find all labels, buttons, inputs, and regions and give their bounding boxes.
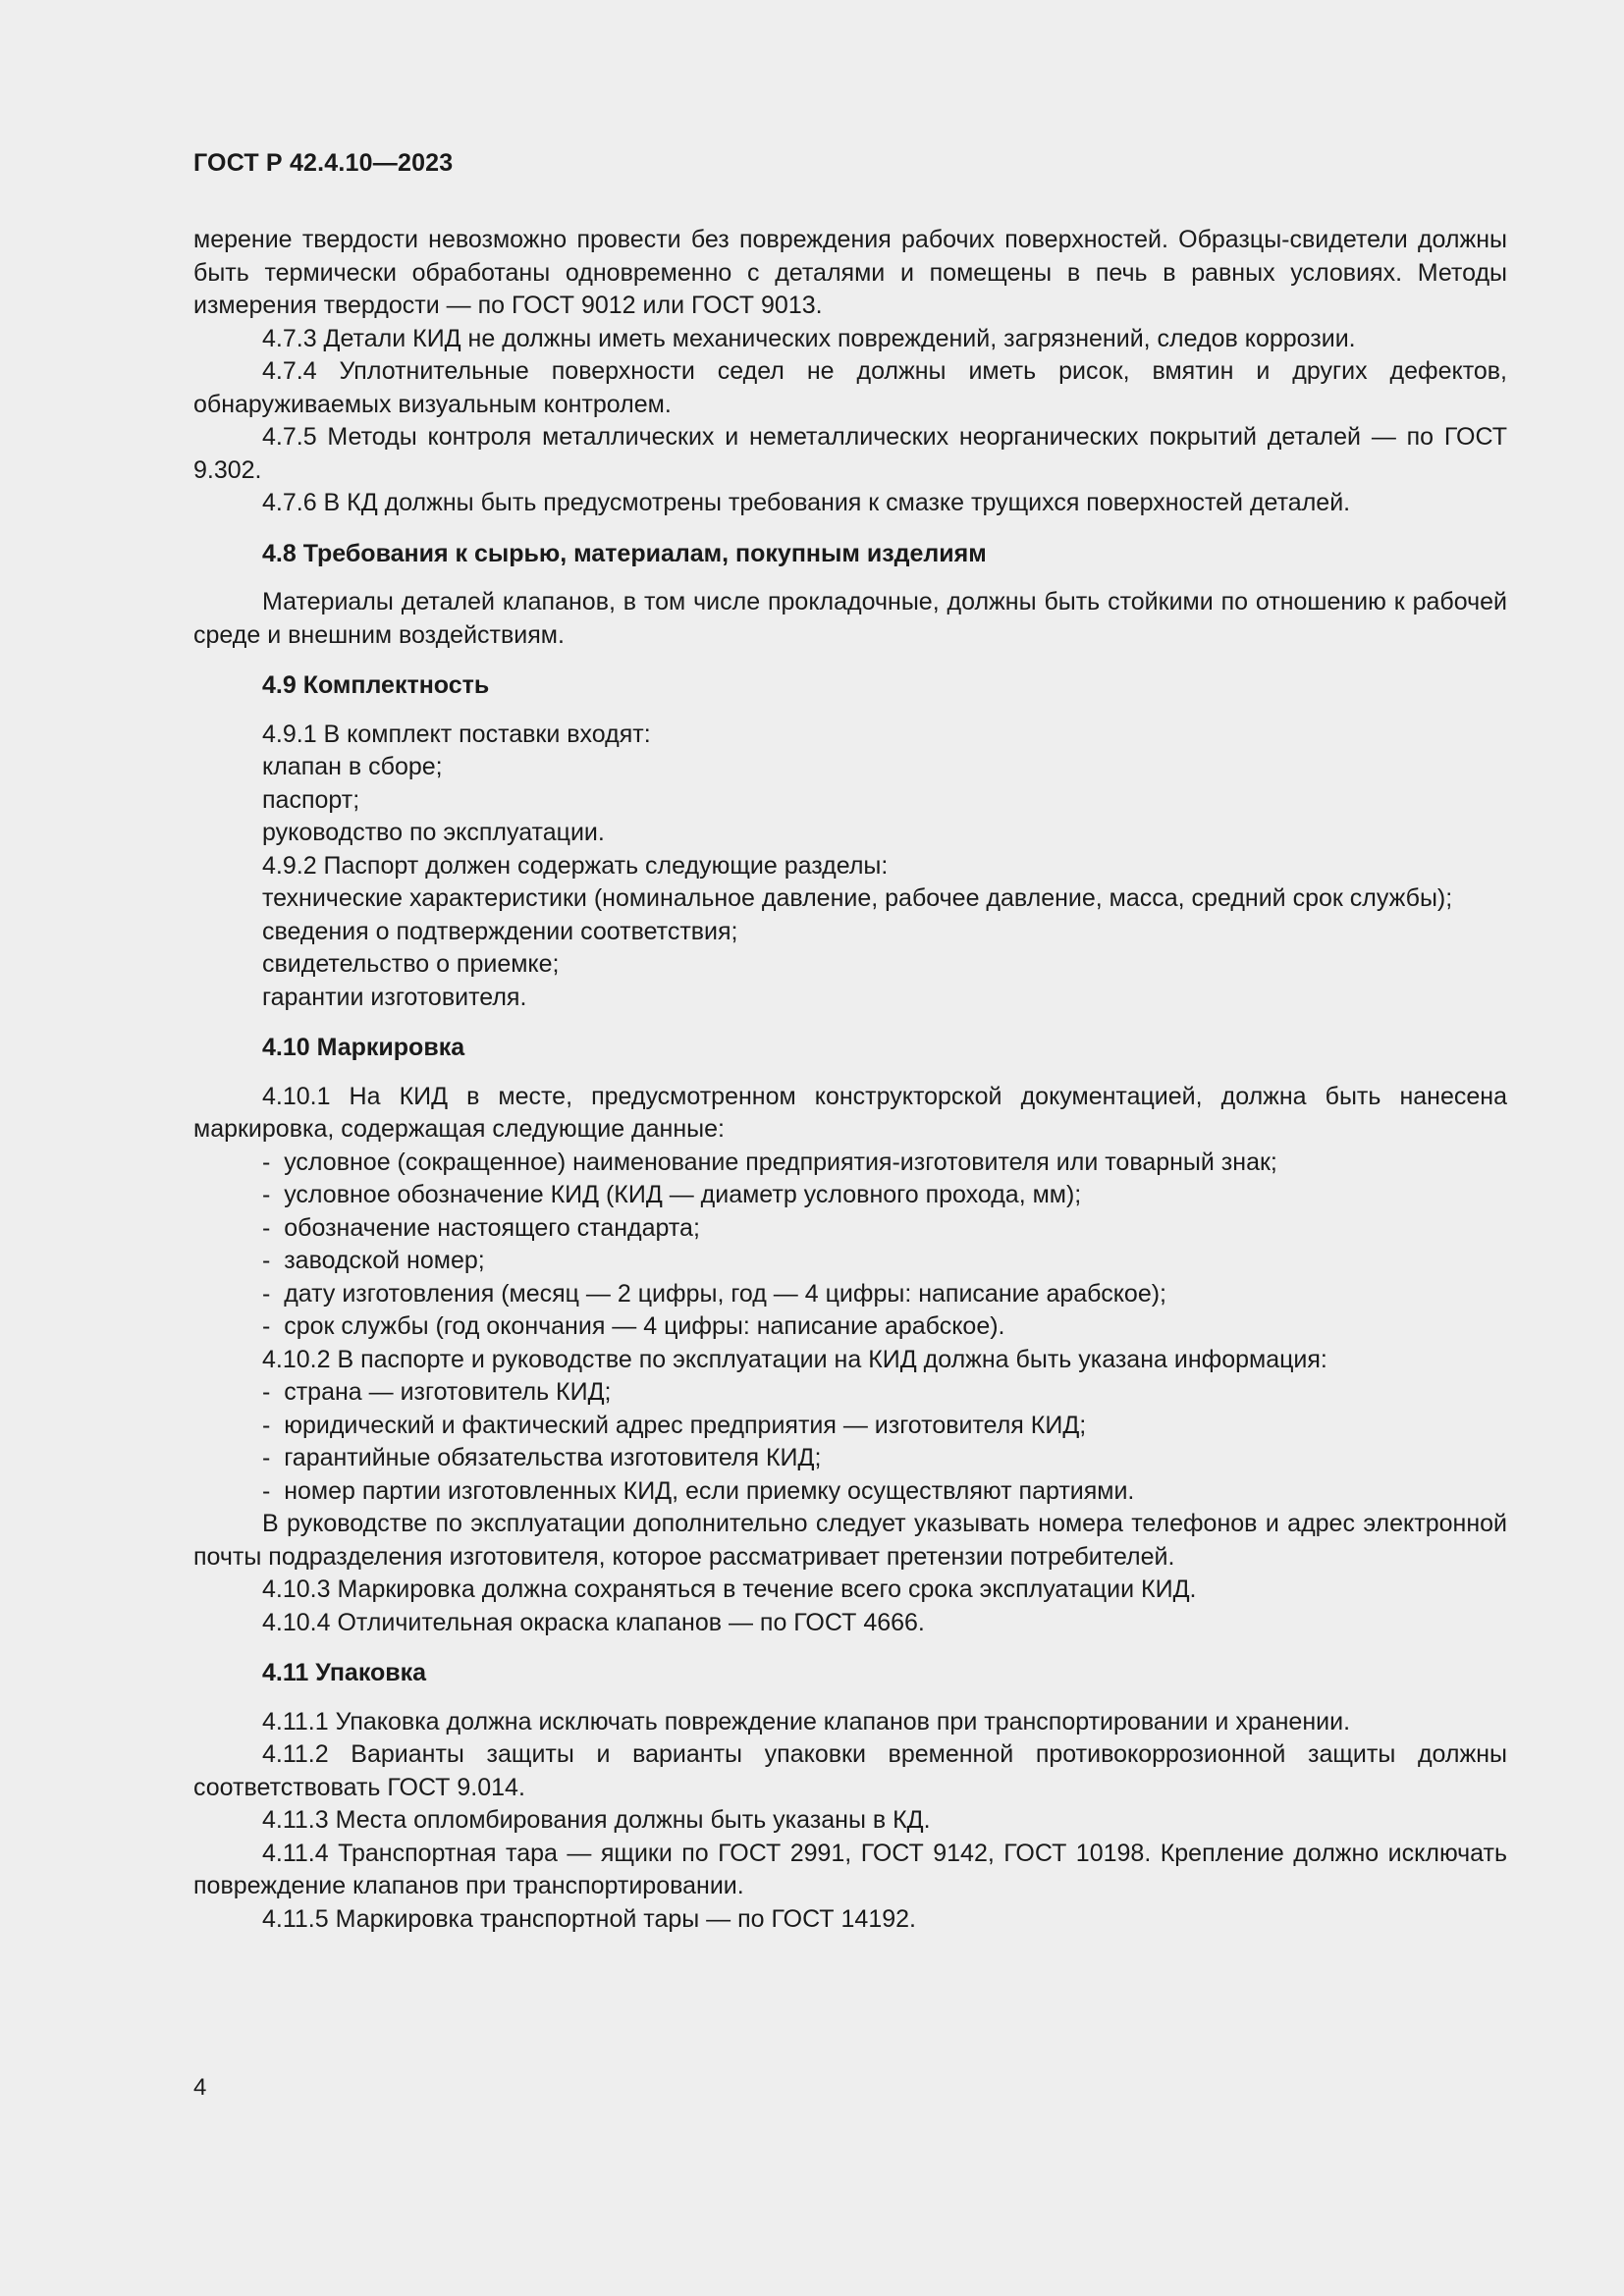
section-heading-4-11: 4.11 Упаковка bbox=[262, 1659, 427, 1686]
paragraph-4-7-4: 4.7.4 Уплотнительные поверхности седел не должны иметь рисок, вмятин и других дефектов, обнаруживаемых визуальным контролем. bbox=[193, 357, 1507, 418]
list-item: сведения о подтверждении соответствия; bbox=[262, 917, 738, 945]
paragraph-4-11-1: 4.11.1 Упаковка должна исключать повреждение клапанов при транспортировании и хранении. bbox=[262, 1707, 1351, 1735]
paragraph-4-10-2: 4.10.2 В паспорте и руководстве по эксплуатации на КИД должна быть указана информация: bbox=[262, 1345, 1327, 1373]
section-heading-4-8: 4.8 Требования к сырью, материалам, покупным изделиям bbox=[262, 539, 987, 567]
section-heading-4-10: 4.10 Маркировка bbox=[262, 1034, 465, 1061]
list-item: клапан в сборе; bbox=[262, 753, 443, 780]
paragraph-4-11-5: 4.11.5 Маркировка транспортной тары — по ГОСТ 14192. bbox=[262, 1904, 916, 1933]
list-item: гарантии изготовителя. bbox=[262, 983, 527, 1011]
document-body bbox=[193, 224, 1507, 1936]
paragraph-4-7-3: 4.7.3 Детали КИД не должны иметь механических повреждений, загрязнений, следов коррозии. bbox=[262, 324, 1356, 352]
page-number: 4 bbox=[193, 2074, 207, 2101]
dash-list-item: - обозначение настоящего стандарта; bbox=[262, 1213, 700, 1242]
paragraph-4-11-4: 4.11.4 Транспортная тара — ящики по ГОСТ 2991, ГОСТ 9142, ГОСТ 10198. Крепление должно исключать повреждение клапанов при транспортировании. bbox=[193, 1839, 1507, 1899]
dash-list-item: - страна — изготовитель КИД; bbox=[262, 1378, 612, 1406]
paragraph-4-8: Материалы деталей клапанов, в том числе прокладочные, должны быть стойкими по отношению к рабочей среде и внешним воздействиям. bbox=[193, 588, 1507, 649]
list-item: технические характеристики (номинальное давление, рабочее давление, масса, средний срок службы); bbox=[262, 884, 1453, 912]
dash-list-item: - гарантийные обязательства изготовителя КИД; bbox=[262, 1444, 822, 1471]
dash-list-item: - заводской номер; bbox=[262, 1247, 485, 1274]
paragraph-4-10-extra: В руководстве по эксплуатации дополнительно следует указывать номера телефонов и адрес электронной почты подразделения изготовителя, которое рассматривает претензии потребителей. bbox=[193, 1510, 1507, 1571]
dash-list-item: - дату изготовления (месяц — 2 цифры, год — 4 цифры: написание арабское); bbox=[262, 1279, 1166, 1308]
list-item: свидетельство о приемке; bbox=[262, 950, 560, 978]
dash-list-item: - условное обозначение КИД (КИД — диаметр условного прохода, мм); bbox=[262, 1181, 1082, 1208]
paragraph-4-7-6: 4.7.6 В КД должны быть предусмотрены требования к смазке трущихся поверхностей деталей. bbox=[262, 489, 1351, 516]
section-heading-4-9: 4.9 Комплектность bbox=[262, 671, 490, 699]
paragraph-4-9-2: 4.9.2 Паспорт должен содержать следующие разделы: bbox=[262, 851, 889, 880]
dash-list-item: - юридический и фактический адрес предприятия — изготовителя КИД; bbox=[262, 1411, 1087, 1439]
paragraph-4-11-3: 4.11.3 Места опломбирования должны быть указаны в КД. bbox=[262, 1806, 931, 1834]
dash-list-item: - срок службы (год окончания — 4 цифры: написание арабское). bbox=[262, 1312, 1005, 1340]
paragraph-4-10-4: 4.10.4 Отличительная окраска клапанов — по ГОСТ 4666. bbox=[262, 1608, 925, 1636]
paragraph-4-10-3: 4.10.3 Маркировка должна сохраняться в течение всего срока эксплуатации КИД. bbox=[262, 1575, 1197, 1603]
dash-list-item: - номер партии изготовленных КИД, если приемку осуществляют партиями. bbox=[262, 1476, 1135, 1505]
paragraph-4-11-2: 4.11.2 Варианты защиты и варианты упаковки временной противокоррозионной защиты должны соответствовать ГОСТ 9.014. bbox=[193, 1740, 1507, 1801]
paragraph-4-7-5: 4.7.5 Методы контроля металлических и неметаллических неорганических покрытий деталей — по ГОСТ 9.302. bbox=[193, 423, 1507, 484]
dash-list-item: - условное (сокращенное) наименование предприятия-изготовителя или товарный знак; bbox=[262, 1148, 1277, 1176]
list-item: паспорт; bbox=[262, 785, 360, 814]
document-code-header: ГОСТ Р 42.4.10—2023 bbox=[193, 149, 454, 177]
paragraph-4-10-1: 4.10.1 На КИД в месте, предусмотренном конструкторской документацией, должна быть нанесена маркировка, содержащая следующие данные: bbox=[193, 1082, 1507, 1143]
paragraph-4-9-1: 4.9.1 В комплект поставки входят: bbox=[262, 720, 651, 748]
list-item: руководство по эксплуатации. bbox=[262, 819, 605, 846]
paragraph-continuation: мерение твердости невозможно провести без повреждения рабочих поверхностей. Образцы-свидетели должны быть термически обработаны одновременно с деталями и помещены в печь в равных условиях. Методы измерения твердости — по ГОСТ 9012 или ГОСТ 9013. bbox=[193, 226, 1507, 319]
